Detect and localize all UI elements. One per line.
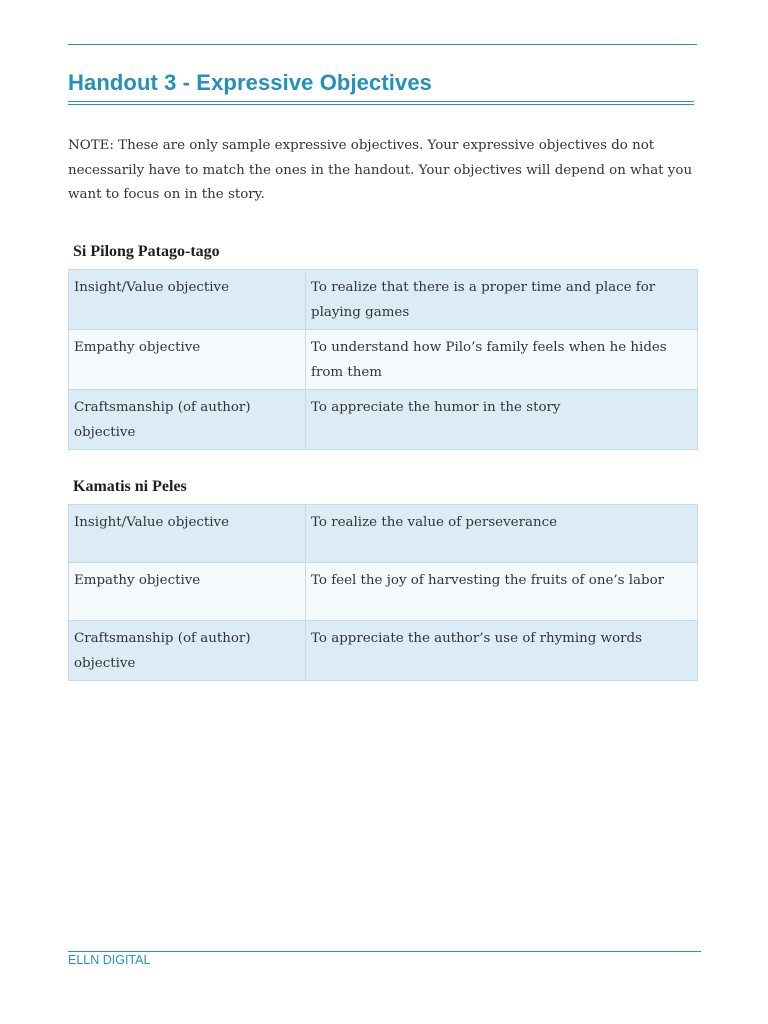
table-row xyxy=(69,270,698,330)
objective-type-cell: Empathy objective xyxy=(69,563,306,621)
objective-type-cell: Craftsmanship (of author) objective xyxy=(69,621,306,681)
objective-type-cell: Empathy objective xyxy=(69,330,306,390)
objective-text-cell: To appreciate the author’s use of rhyming words xyxy=(306,621,698,681)
footer-label: ELLN DIGITAL xyxy=(68,953,151,967)
objectives-table-kamatis-ni-peles xyxy=(68,504,698,681)
page-title: Handout 3 - Expressive Objectives xyxy=(68,70,432,95)
table-row xyxy=(69,330,698,390)
section-title-kamatis-ni-peles: Kamatis ni Peles xyxy=(73,478,187,495)
section-title-si-pilong-patago-tago: Si Pilong Patago-tago xyxy=(73,243,220,260)
objective-text-cell: To realize that there is a proper time and place for playing games xyxy=(306,270,698,330)
title-underline xyxy=(68,101,694,105)
objective-text-cell: To understand how Pilo’s family feels when he hides from them xyxy=(306,330,698,390)
objective-text-cell: To feel the joy of harvesting the fruits of one’s labor xyxy=(306,563,698,621)
objectives-table-si-pilong-patago-tago xyxy=(68,269,698,450)
table-row xyxy=(69,390,698,450)
top-divider xyxy=(68,44,697,45)
objective-type-cell: Insight/Value objective xyxy=(69,270,306,330)
objective-text-cell: To realize the value of perseverance xyxy=(306,505,698,563)
objective-type-cell: Craftsmanship (of author) objective xyxy=(69,390,306,450)
footer-divider xyxy=(68,951,701,952)
objective-text-cell: To appreciate the humor in the story xyxy=(306,390,698,450)
table-row xyxy=(69,621,698,681)
table-row xyxy=(69,505,698,563)
objective-type-cell: Insight/Value objective xyxy=(69,505,306,563)
table-row xyxy=(69,563,698,621)
note-paragraph: NOTE: These are only sample expressive objectives. Your expressive objectives do not necessarily have to match the ones in the handout. Your objectives will depend on what you want to focus on in the story. xyxy=(68,138,693,202)
